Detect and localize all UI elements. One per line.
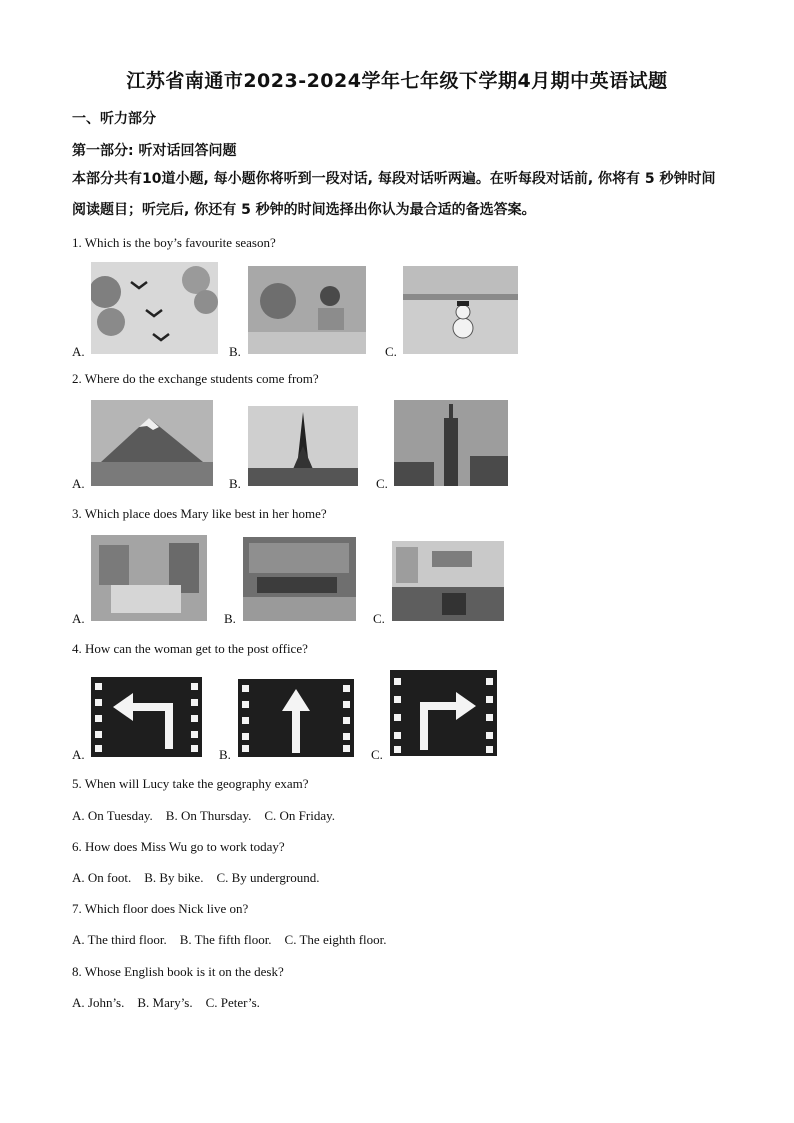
option-label-c: C. (373, 611, 385, 626)
question-6: 6. How does Miss Wu go to work today? (72, 839, 285, 854)
living-room-icon[interactable] (243, 537, 356, 621)
spring-birds-blossom-icon[interactable] (91, 262, 218, 354)
turn-left-arrow-icon[interactable] (91, 677, 202, 757)
question-8-options: A. John’s. B. Mary’s. C. Peter’s. (72, 995, 260, 1010)
option-label-c: C. (385, 344, 397, 359)
option-label-c: C. (371, 747, 383, 762)
option-label-b: B. (229, 344, 241, 359)
question-5: 5. When will Lucy take the geography exam? (72, 776, 309, 791)
turn-right-arrow-icon[interactable] (390, 670, 497, 756)
question-5-options: A. On Tuesday. B. On Thursday. C. On Friday. (72, 808, 336, 823)
empire-state-building-icon[interactable] (394, 400, 508, 486)
section-heading: 一、听力部分 (72, 111, 156, 127)
eiffel-tower-icon[interactable] (248, 406, 358, 486)
mount-fuji-icon[interactable] (91, 400, 213, 486)
page-title: 江苏省南通市2023-2024学年七年级下学期4月期中英语试题 (126, 70, 668, 92)
question-7-options: A. The third floor. B. The fifth floor. C. The eighth floor. (72, 932, 387, 947)
option-label-a: A. (72, 344, 85, 359)
question-6-options: A. On foot. B. By bike. C. By underground. (72, 870, 320, 885)
bedroom-icon[interactable] (91, 535, 207, 621)
go-straight-arrow-icon[interactable] (238, 679, 354, 757)
question-2: 2. Where do the exchange students come from? (72, 371, 319, 386)
option-label-a: A. (72, 611, 85, 626)
option-label-a: A. (72, 476, 85, 491)
kitchen-icon[interactable] (392, 541, 504, 621)
instructions: 本部分共有10道小题, 每小题你将听到一段对话, 每段对话听两遍。在听每段对话前, 你将有 5 秒钟时间阅读题目；听完后, 你还有 5 秒钟的时间选择出你认为最合适的备选答案。 (72, 171, 716, 218)
question-3: 3. Which place does Mary like best in her home? (72, 506, 327, 521)
option-label-c: C. (376, 476, 388, 491)
question-4: 4. How can the woman get to the post office? (72, 641, 308, 656)
winter-snowman-icon[interactable] (403, 266, 518, 354)
option-label-b: B. (224, 611, 236, 626)
question-1: 1. Which is the boy’s favourite season? (72, 235, 276, 250)
option-label-a: A. (72, 747, 85, 762)
question-7: 7. Which floor does Nick live on? (72, 901, 249, 916)
option-label-b: B. (219, 747, 231, 762)
question-8: 8. Whose English book is it on the desk? (72, 964, 284, 979)
part-heading: 第一部分: 听对话回答问题 (72, 143, 237, 159)
summer-beach-icon[interactable] (248, 266, 366, 354)
option-label-b: B. (229, 476, 241, 491)
